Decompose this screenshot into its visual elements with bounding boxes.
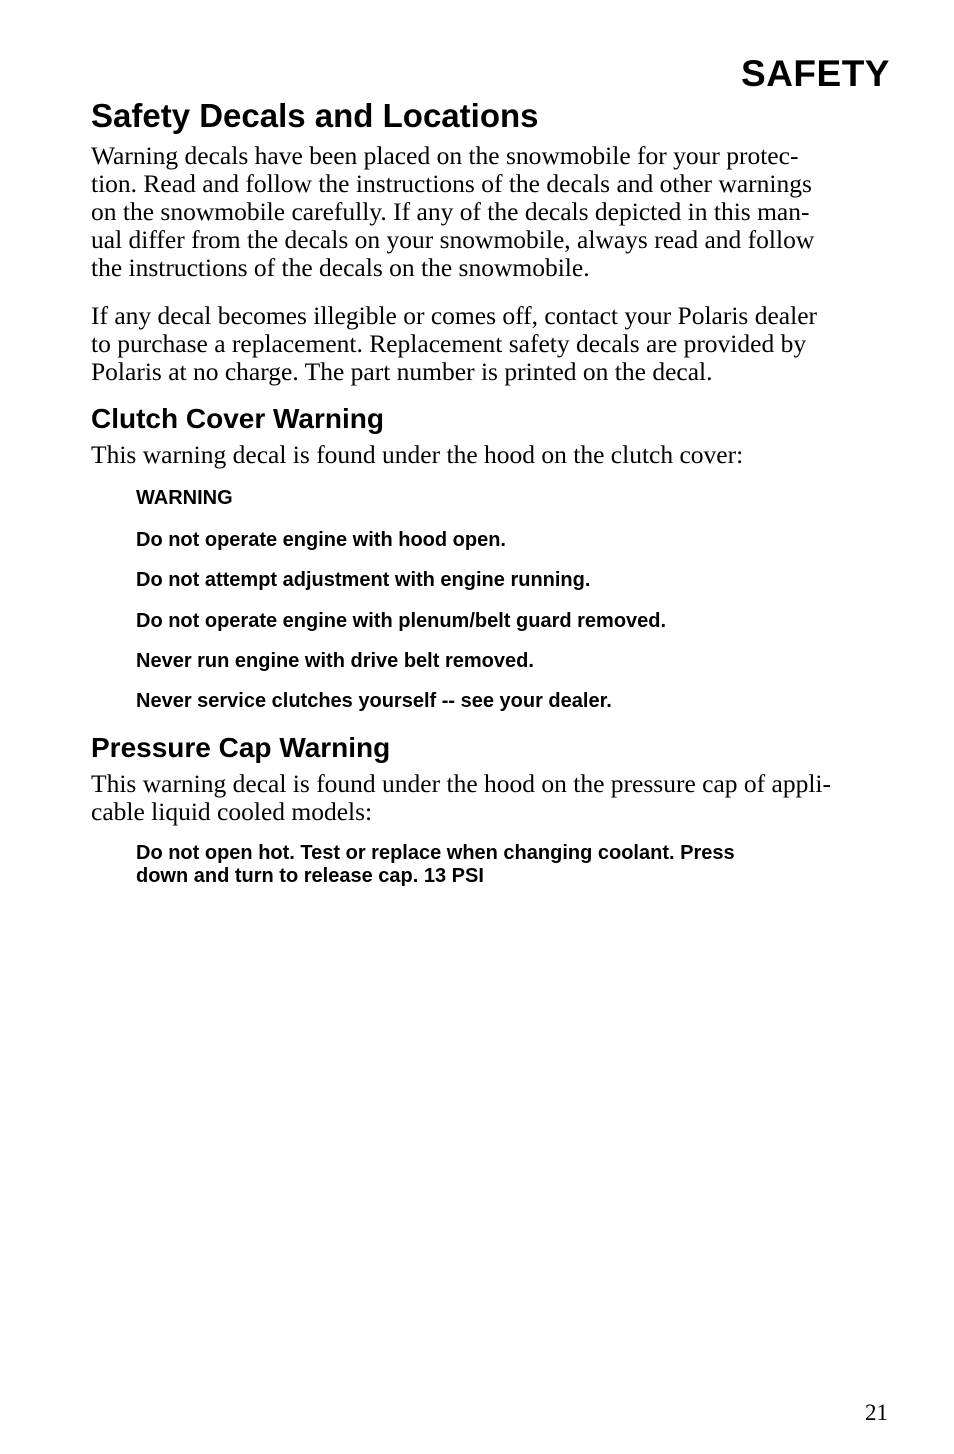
clutch-cover-heading: Clutch Cover Warning (91, 403, 384, 434)
pressure-cap-heading: Pressure Cap Warning (91, 732, 391, 763)
pressure-cap-intro: This warning decal is found under the hood on the pressure cap of appli- cable liquid cooled models: (91, 769, 831, 826)
section-header: SAFETY (741, 53, 890, 94)
page-title: Safety Decals and Locations (91, 97, 539, 134)
decal-line: Never service clutches yourself -- see your dealer. (136, 690, 612, 712)
decal-line: Never run engine with drive belt removed. (136, 650, 534, 672)
clutch-cover-intro: This warning decal is found under the hood on the clutch cover: (91, 440, 744, 469)
page-number: 21 (865, 1400, 888, 1425)
intro-paragraph-1: Warning decals have been placed on the snowmobile for your protec- tion. Read and follow the instructions of the decals and other warnings on the snowmobile carefully. If any of the decals depicted in this man- ual differ from the decals on your snowmobile, always read and follow the instructions of the decals on the snowmobile. (91, 141, 815, 282)
intro-paragraph-2: If any decal becomes illegible or comes off, contact your Polaris dealer to purchase a replacement. Replacement safety decals are provided by Polaris at no charge. The part number is printed on the decal. (91, 301, 818, 386)
page-content (91, 94, 891, 888)
decal-line: Do not operate engine with hood open. (136, 529, 506, 551)
pressure-cap-decal-text: Do not open hot. Test or replace when changing coolant. Press down and turn to release cap. 13 PSI (136, 842, 735, 887)
decal-line-warning: WARNING (136, 487, 233, 509)
decal-line: Do not attempt adjustment with engine running. (136, 569, 591, 591)
decal-line: Do not operate engine with plenum/belt guard removed. (136, 610, 667, 632)
